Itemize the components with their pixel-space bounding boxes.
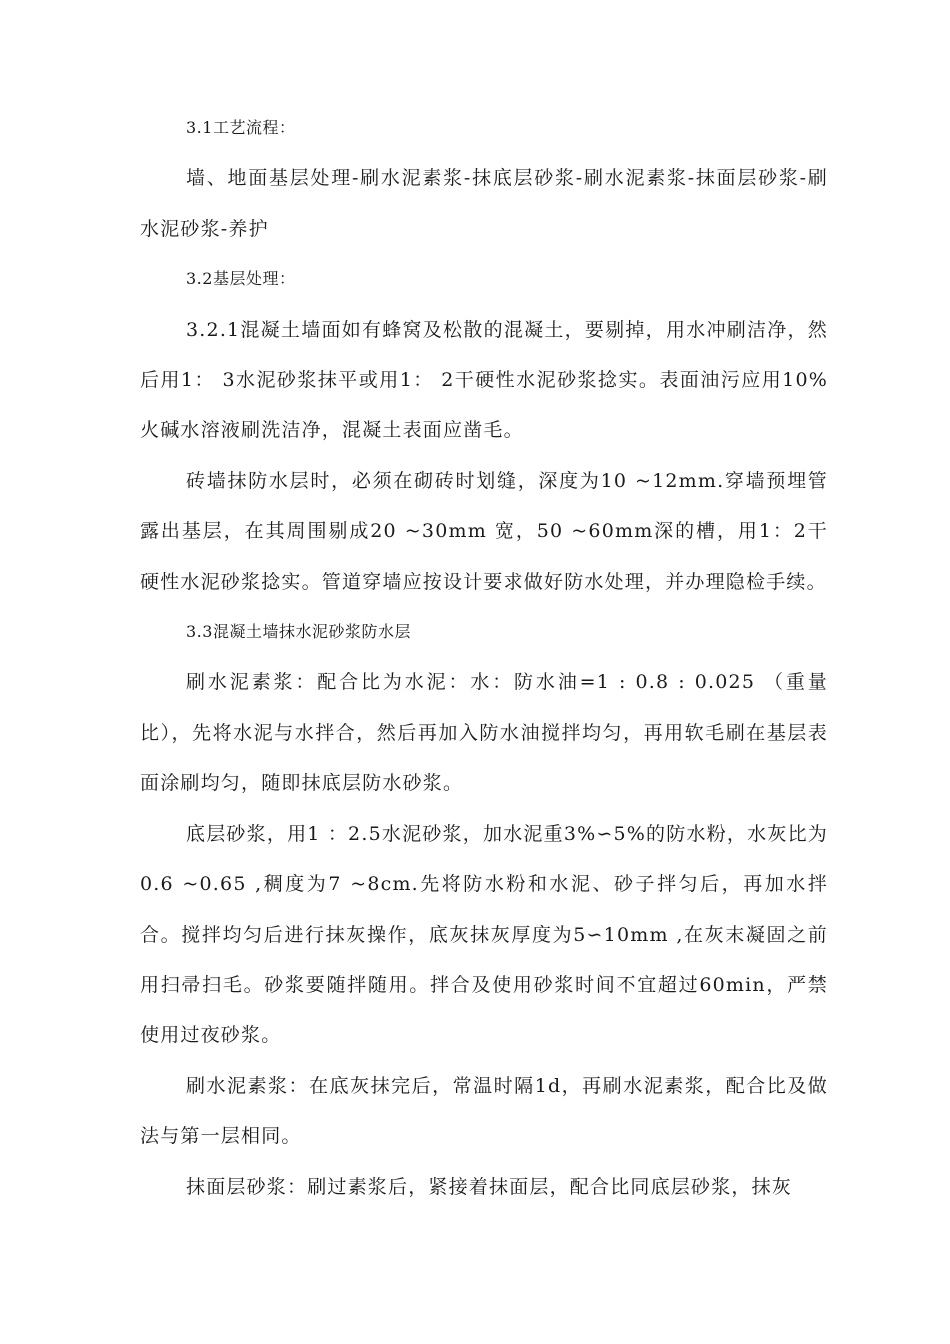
paragraph-surface-mortar: 抹面层砂浆：刷过素浆后，紧接着抹面层，配合比同底层砂浆，抹灰 [186, 1175, 793, 1198]
paragraph-process-steps: 墙、地面基层处理-刷水泥素浆-抹底层砂浆-刷水泥素浆-抹面层砂浆-刷水泥砂浆-养护 [140, 167, 828, 240]
paragraph-cement-slurry: 刷水泥素浆：配合比为水泥：水：防水油=1 : 0.8 : 0.025 （重量比），先将水泥与水拌合，然后再加入防水油搅拌均匀，再用软毛刷在基层表面涂刷均匀，随即抹底层防水砂浆。 [140, 671, 828, 795]
paragraph-concrete-wall-treatment: 3.2.1混凝土墙面如有蜂窝及松散的混凝土，要剔掉，用水冲刷洁净，然后用1： 3水泥砂浆抹平或用1： 2干硬性水泥砂浆捻实。表面油污应用10%火碱水溶液刷洗洁净，混凝土表面应凿毛。 [140, 318, 828, 442]
heading-waterproof-layer: 3.3混凝土墙抹水泥砂浆防水层 [186, 622, 411, 642]
paragraph-second-slurry: 刷水泥素浆：在底灰抹完后，常温时隔1d，再刷水泥素浆，配合比及做法与第一层相同。 [140, 1074, 828, 1148]
heading-process-flow: 3.1工艺流程： [186, 118, 296, 137]
heading-base-treatment: 3.2基层处理： [186, 269, 296, 289]
paragraph-base-mortar: 底层砂浆，用1 ：2.5水泥砂浆，加水泥重3%∽5%的防水粉，水灰比为0.6 ~0.65 ,稠度为7 ~8cm.先将防水粉和水泥、砂子拌匀后，再加水拌合。搅拌均匀后进行抹灰操作，底灰抹灰厚度为5∽10mm ,在灰末凝固之前用扫帚扫毛。砂浆要随拌随用。拌合及使用砂浆时间不宜超过60min，严禁使用过夜砂浆。 [140, 822, 828, 1047]
paragraph-brick-wall-treatment: 砖墙抹防水层时，必须在砌砖时划缝，深度为10 ~12mm.穿墙预埋管露出基层，在其周围剔成20 ~30mm 宽，50 ~60mm深的槽，用1：2干硬性水泥砂浆捻实。管道穿墙应按设计要求做好防水处理，并办理隐检手续。 [140, 469, 828, 593]
document-body [140, 103, 828, 1212]
